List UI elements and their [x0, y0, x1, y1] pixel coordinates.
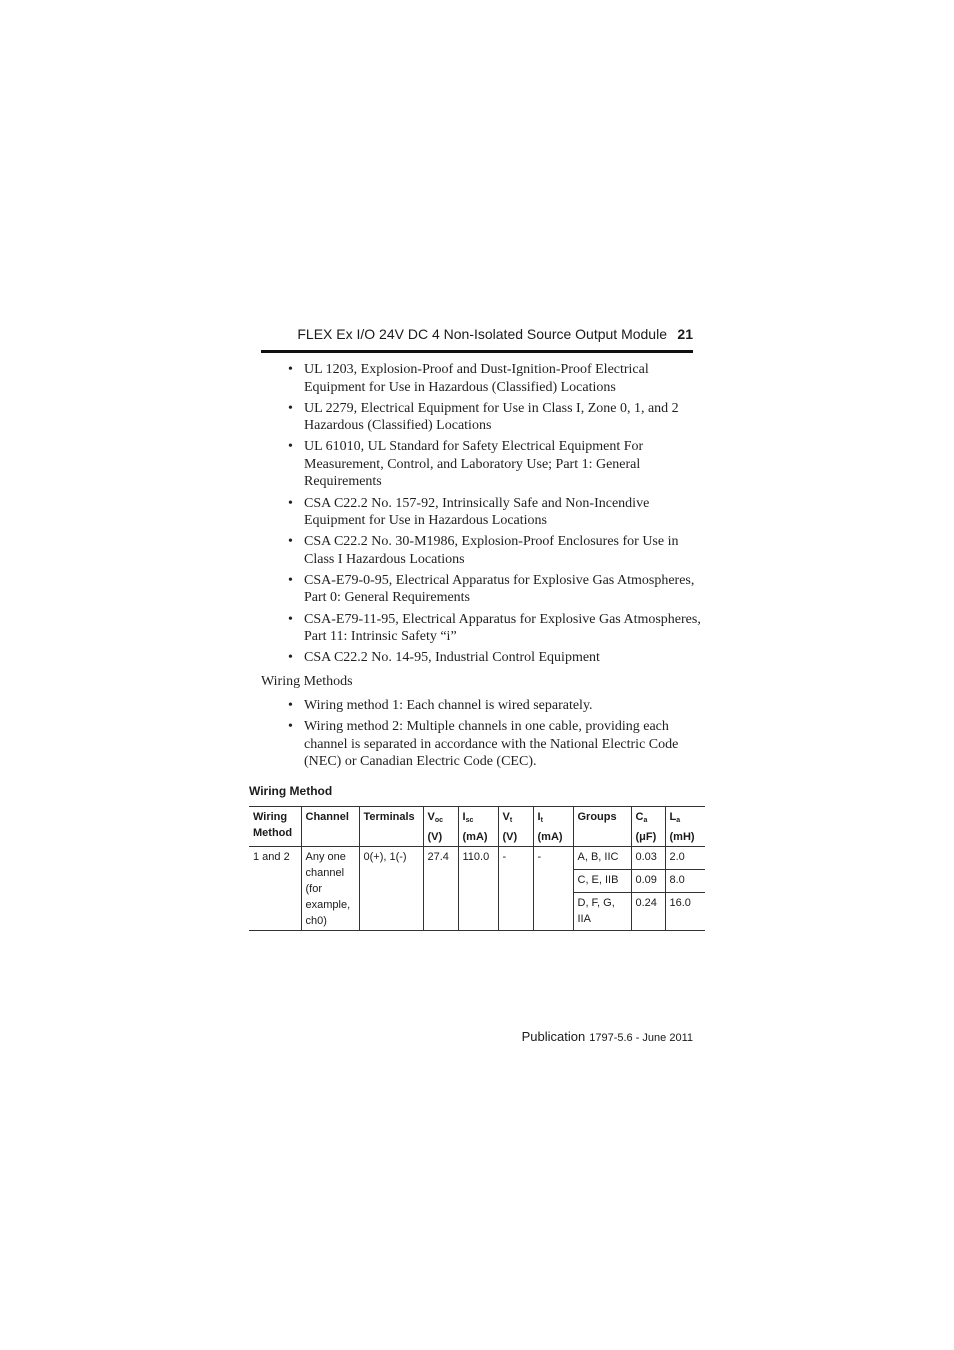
cell-la: 2.0: [665, 847, 705, 870]
standards-list: [288, 361, 708, 671]
table-header-row: [249, 807, 705, 847]
wiring-methods-heading: Wiring Methods: [261, 674, 353, 689]
cell-wiring-method: 1 and 2: [249, 847, 301, 931]
list-item: • CSA-E79-11-95, Electrical Apparatus for Explosive Gas Atmospheres, Part 11: Intrinsic Safety “i”: [288, 611, 708, 646]
cell-it: -: [533, 847, 573, 931]
table-title: Wiring Method: [249, 784, 333, 798]
header-isc: $I_{sc}$ (mA): [458, 807, 498, 847]
list-item: • Wiring method 1: Each channel is wired separately.: [288, 697, 708, 715]
table-row: [249, 847, 705, 870]
header-wiring-method: Wiring Method: [249, 807, 301, 847]
header-it: $I_t$ (mA): [533, 807, 573, 847]
header-title: FLEX Ex I/O 24V DC 4 Non-Isolated Source Output Module: [297, 326, 667, 342]
list-item: • CSA C22.2 No. 14-95, Industrial Control Equipment: [288, 649, 708, 667]
cell-terminals: 0(+), 1(-): [359, 847, 423, 931]
header-channel: Channel: [301, 807, 359, 847]
cell-groups: C, E, IIB: [573, 870, 631, 893]
header-la: $L_a$ (mH): [665, 807, 705, 847]
list-item: • CSA-E79-0-95, Electrical Apparatus for Explosive Gas Atmospheres, Part 0: General Requirements: [288, 572, 708, 607]
list-item: • Wiring method 2: Multiple channels in one cable, providing each channel is separated in accordance with the National Electric Code (NEC) or Canadian Electric Code (CEC).: [288, 718, 708, 771]
cell-vt: -: [498, 847, 533, 931]
header-ca: $C_a$ (μF): [631, 807, 665, 847]
list-item: • CSA C22.2 No. 157-92, Intrinsically Safe and Non-Incendive Equipment for Use in Hazardous Locations: [288, 495, 708, 530]
cell-la: 16.0: [665, 893, 705, 931]
header-voc: $V_{oc}$ (V): [423, 807, 458, 847]
cell-groups: A, B, IIC: [573, 847, 631, 870]
page-number: 21: [677, 326, 693, 342]
cell-voc: 27.4: [423, 847, 458, 931]
running-header: [261, 324, 693, 353]
wiring-methods-list: [288, 697, 708, 774]
header-terminals: Terminals: [359, 807, 423, 847]
cell-ca: 0.03: [631, 847, 665, 870]
cell-ca: 0.24: [631, 893, 665, 931]
header-groups: Groups: [573, 807, 631, 847]
publication-number: 1797-5.6 - June 2011: [589, 1032, 693, 1044]
cell-la: 8.0: [665, 870, 705, 893]
page-footer: [522, 1028, 693, 1046]
header-vt: $V_t$ (V): [498, 807, 533, 847]
wiring-method-table: [249, 806, 705, 931]
cell-ca: 0.09: [631, 870, 665, 893]
cell-channel: Any one channel (for example, ch0): [301, 847, 359, 931]
publication-label: Publication: [521, 1029, 586, 1044]
list-item: • UL 61010, UL Standard for Safety Electrical Equipment For Measurement, Control, and Laboratory Use; Part 1: General Requirements: [288, 438, 708, 491]
list-item: • UL 1203, Explosion-Proof and Dust-Ignition-Proof Electrical Equipment for Use in Hazardous (Classified) Locations: [288, 361, 708, 396]
cell-groups: D, F, G, IIA: [573, 893, 631, 931]
cell-isc: 110.0: [458, 847, 498, 931]
list-item: • UL 2279, Electrical Equipment for Use in Class I, Zone 0, 1, and 2 Hazardous (Classified) Locations: [288, 400, 708, 435]
list-item: • CSA C22.2 No. 30-M1986, Explosion-Proof Enclosures for Use in Class I Hazardous Locations: [288, 533, 708, 568]
